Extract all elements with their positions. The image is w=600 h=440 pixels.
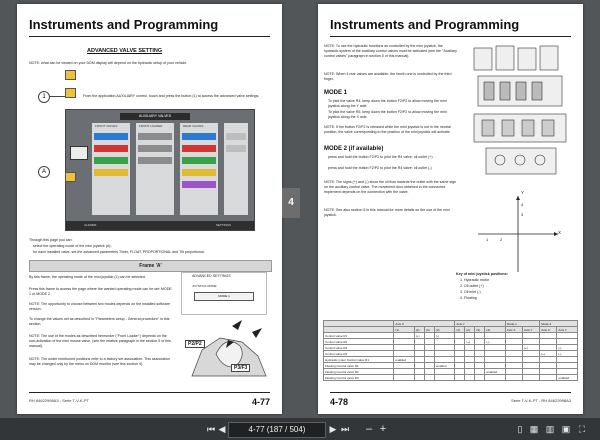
table-cell: (+) bbox=[465, 339, 475, 345]
table-cell bbox=[414, 375, 424, 381]
table-body bbox=[324, 333, 578, 381]
frame-a-label: Frame 'A' bbox=[139, 263, 162, 269]
section-heading: ADVANCED VALVE SETTING bbox=[87, 48, 163, 54]
front-valves-label: FRONT VALVES bbox=[95, 124, 118, 128]
grid-view-icon[interactable]: ▦ bbox=[529, 424, 539, 434]
table-header-cell: Axis Y bbox=[455, 321, 506, 327]
adv-title: ADVANCED SETTINGS bbox=[192, 274, 231, 278]
table-header-cell: (2) bbox=[465, 327, 475, 333]
zoom-in-icon[interactable]: + bbox=[379, 423, 387, 435]
axis-y-label: Y bbox=[521, 190, 525, 195]
valve-bar[interactable] bbox=[138, 157, 172, 164]
frame-para-1: By this frame, the operating mode of the mini joystick (1) can be selected. bbox=[29, 275, 146, 279]
table-header-cell: Axis Y bbox=[523, 327, 540, 333]
table-header-cell: (3) bbox=[475, 327, 485, 333]
table-header-cell: (3) bbox=[424, 327, 434, 333]
table-cell: (-) bbox=[557, 351, 578, 357]
table-header-cell: Axis X bbox=[394, 321, 455, 327]
footer-code: RH 84622998A3 - Serie T-V-K-PT bbox=[29, 398, 89, 403]
table-cell bbox=[475, 375, 485, 381]
table-cell: (+) bbox=[540, 351, 557, 357]
axis-tick-1: 1 bbox=[486, 237, 489, 242]
table-row-label: Floating Control valve R1 bbox=[324, 363, 394, 369]
page-title: Instruments and Programming bbox=[330, 17, 520, 32]
callout-line bbox=[50, 96, 65, 97]
auxiliary-app-icon bbox=[65, 70, 76, 80]
label-p2: P2/P2 bbox=[185, 340, 205, 348]
table-cell: (+) bbox=[523, 345, 540, 351]
table-header-cell: (1) bbox=[394, 327, 414, 333]
joystick-axis-diagram bbox=[470, 192, 566, 276]
side-column bbox=[224, 123, 248, 215]
mode2-item-1: press and hold the button F2/P2 to pilot the R4 valve: oil outlet (+) bbox=[328, 155, 433, 159]
table-header-cell: Mode 1 bbox=[505, 321, 539, 327]
frame-para-2: Press this frame to access the page where the wanted operating mode can be set: MODE 1 or MODE 2. bbox=[29, 287, 172, 296]
valve-bar[interactable] bbox=[182, 157, 216, 164]
key-item-4: 4. Floating bbox=[460, 296, 477, 300]
table-header-cell: (1) bbox=[455, 327, 465, 333]
zoom-out-icon[interactable]: – bbox=[365, 423, 373, 435]
valve-bar[interactable] bbox=[226, 133, 246, 140]
table-cell: (-) bbox=[557, 345, 578, 351]
table-row-label: Control valve R2 bbox=[324, 339, 394, 345]
bullet-2: for each installed valve, set the advanced parameters Timer, FLOAT, PROPORTIONAL and Tilt proportional. bbox=[33, 250, 205, 254]
bullet-1: select the operating mode of the mini joystick (A); bbox=[33, 244, 112, 248]
fullscreen-icon[interactable]: ⛶ bbox=[578, 424, 586, 434]
advanced-settings-panel bbox=[181, 272, 267, 315]
frame-a-header bbox=[29, 260, 272, 272]
table-cell bbox=[424, 375, 434, 381]
table-header-cell: (2) bbox=[414, 327, 424, 333]
mode1-item-1: To pilot the valve R4, keep down the button F2/P2 to allow moving the mini joystick along the Y axle. bbox=[328, 99, 447, 108]
frame-note-3: NOTE: The under mentioned positions refer to a factory set association. This association may be changed only by the menu on DDM monitor (see this section 4). bbox=[29, 357, 170, 366]
table-cell: enabled bbox=[434, 363, 454, 369]
table-header-cell: Axis X bbox=[505, 327, 522, 333]
valve-bar[interactable] bbox=[94, 157, 128, 164]
note-when: NOTE: When 4 rear valves are available, the fourth one is controlled by the third finger. bbox=[324, 72, 452, 81]
table-cell bbox=[540, 375, 557, 381]
table-cell: enabled bbox=[394, 357, 414, 363]
two-page-icon[interactable]: ▥ bbox=[545, 424, 555, 434]
table-cell bbox=[465, 375, 475, 381]
table-cell: enabled bbox=[557, 375, 578, 381]
front-loader-label: FRONT LOADER bbox=[139, 124, 163, 128]
table-cell: enabled bbox=[485, 369, 505, 375]
note-see: NOTE: See also section 5 in this manual for more details on the use of the mini joystick. bbox=[324, 208, 450, 217]
front-valves-column bbox=[92, 123, 130, 215]
table-cell bbox=[523, 375, 540, 381]
table-row-label: Control valve R1 bbox=[324, 333, 394, 339]
valve-bar[interactable] bbox=[182, 181, 216, 188]
valve-bar[interactable] bbox=[94, 145, 128, 152]
left-page bbox=[17, 4, 282, 414]
mode2-item-2: press and hold the button F2/P2 to pilot the R4 valve: oil outlet (-) bbox=[328, 166, 432, 170]
valve-bar[interactable] bbox=[182, 133, 216, 140]
callout-1: 1 bbox=[38, 91, 50, 103]
axis-tick-2: 2 bbox=[500, 237, 503, 242]
frame-note-1: NOTE: The opportunity to choose between two modes depends on the installed software version. bbox=[29, 302, 170, 311]
table-cell bbox=[505, 375, 522, 381]
table-header-cell: Axis Y bbox=[557, 327, 578, 333]
key-item-2: 2. Oil outlet (+) bbox=[460, 284, 484, 288]
through-text: Through this page you can: bbox=[29, 238, 73, 242]
note-f2: NOTE: If the button F2/P2 is released while the mini joystick is not in the neutral position, the valve corresponding to the position of the mini joystick will activate. bbox=[324, 125, 451, 134]
table-cell: (+) bbox=[414, 333, 424, 339]
table-header-cell: (4) bbox=[485, 327, 505, 333]
frame-para-3: To change the values set as described in "Parameters setup - General procedure" in this section. bbox=[29, 317, 170, 326]
first-page-icon[interactable]: ⏮ bbox=[206, 424, 216, 434]
ddm-screen bbox=[65, 109, 255, 231]
valve-bar[interactable] bbox=[138, 145, 172, 152]
right-page bbox=[318, 4, 583, 414]
screen-bottom-bar bbox=[66, 221, 254, 230]
settings-label[interactable]: SETTINGS bbox=[216, 223, 232, 227]
valve-block-illustration bbox=[468, 42, 576, 182]
footer-rule bbox=[330, 392, 571, 393]
axis-tick-4: 4 bbox=[521, 202, 524, 207]
viewer-toolbar bbox=[0, 418, 600, 440]
rear-valves-label: REAR VALVES bbox=[183, 124, 204, 128]
table-row-label: Hydraulic motor Control valve R1 bbox=[324, 357, 394, 363]
table-cell bbox=[434, 375, 454, 381]
title-rule bbox=[330, 36, 571, 37]
footer-rule bbox=[29, 392, 270, 393]
settings-icon bbox=[65, 172, 76, 182]
page-title: Instruments and Programming bbox=[29, 17, 219, 32]
mini-joystick-table bbox=[323, 320, 578, 381]
screen-header: AUXILIARY VALVES bbox=[120, 113, 190, 120]
single-page-icon[interactable]: ▯ bbox=[517, 424, 523, 434]
alarms-label[interactable]: ALARMS bbox=[84, 223, 97, 227]
valve-bar[interactable] bbox=[226, 145, 246, 152]
frame-note-2: NOTE: The use of the modes as described hereunder ("Front Loader") depends on the non-activation of the mini mouse valve, (see the relative paragraph in the section 5 of this manual). bbox=[29, 334, 171, 348]
table-cell bbox=[455, 375, 465, 381]
joystick-mode-frame[interactable] bbox=[70, 146, 88, 160]
mode1-heading: MODE 1 bbox=[324, 90, 348, 96]
key-title: Key of mini joystick positions: bbox=[456, 272, 508, 276]
table-cell bbox=[485, 375, 505, 381]
note-top: NOTE: what can be viewed on your DDM display will depend on the hydraulic setup of your vehicle. bbox=[29, 61, 188, 65]
advanced-button-icon bbox=[65, 88, 76, 98]
table-row-label: Floating Control valve R2 bbox=[324, 369, 394, 375]
valve-bar[interactable] bbox=[182, 145, 216, 152]
label-p3: P3/F3 bbox=[231, 364, 250, 372]
valve-bar[interactable] bbox=[138, 133, 172, 140]
valve-bar[interactable] bbox=[182, 169, 216, 176]
mode-1-button[interactable]: MODE 1 bbox=[194, 292, 254, 301]
key-item-1: 1. Hydraulic motor bbox=[460, 278, 490, 282]
valve-bar[interactable] bbox=[94, 169, 128, 176]
table-header-cell: (4) bbox=[434, 327, 454, 333]
table-row bbox=[324, 375, 578, 381]
key-item-3: 3. Oil inlet (-) bbox=[460, 290, 481, 294]
from-app-text: From the application AUXILIARY control, touch and press the button (1) to access the advanced valve settings. bbox=[83, 94, 260, 98]
note-intro: NOTE: To use the hydraulic functions as controlled by the mini joystick, the hydraulic system of the auxiliary control valves must be activated (see the "Auxiliary control valves" paragraph in section 5 of this manual). bbox=[324, 44, 457, 58]
footer-code: Serie T-V-K-PT - RH 84622998A3 bbox=[511, 398, 571, 403]
valve-bar[interactable] bbox=[94, 133, 128, 140]
section-tab: 4 bbox=[282, 188, 300, 218]
table-cell bbox=[394, 375, 414, 381]
last-page-icon[interactable]: ⏭ bbox=[340, 424, 350, 434]
next-page-icon[interactable]: ▶ bbox=[329, 424, 337, 434]
fit-icon[interactable]: ▣ bbox=[561, 424, 571, 434]
table-header-cell: Mode 2 bbox=[540, 321, 578, 327]
note-signs: NOTE: The signs (+) and (-) show the oil flow towards the outlet with the same sign on the auxiliary control valve. The movement thus obtained in the connected implement depends on the connection with the valve. bbox=[324, 180, 457, 194]
page-number-input[interactable]: 4-77 (187 / 504) bbox=[228, 422, 326, 438]
prev-page-icon[interactable]: ◀ bbox=[218, 424, 226, 434]
axis-tick-3: 3 bbox=[521, 212, 524, 217]
callout-a: A bbox=[38, 166, 50, 178]
rear-valves-column bbox=[180, 123, 218, 215]
table-header-cell: Axis X bbox=[540, 327, 557, 333]
axis-x-label: X bbox=[558, 230, 562, 235]
front-loader-column bbox=[136, 123, 174, 215]
title-rule bbox=[29, 36, 270, 37]
joystick-illustration bbox=[182, 316, 270, 380]
table-cell: (-) bbox=[434, 333, 454, 339]
table-row-label: Floating Control valve R3 bbox=[324, 375, 394, 381]
adv-sub: JOYSTICK MODE bbox=[192, 284, 217, 288]
page-number: 4-77 bbox=[251, 397, 270, 407]
table-row-label: Control valve R3 bbox=[324, 345, 394, 351]
page-number: 4-78 bbox=[330, 397, 349, 407]
table-cell: (-) bbox=[485, 339, 505, 345]
table-row-label: Control valve R4 bbox=[324, 351, 394, 357]
mode2-heading: MODE 2 (if available) bbox=[324, 146, 384, 152]
mode1-item-2: To pilot the valve R5, keep down the button F2/P2 to allow moving the mini joystick along the X axle. bbox=[328, 110, 447, 119]
